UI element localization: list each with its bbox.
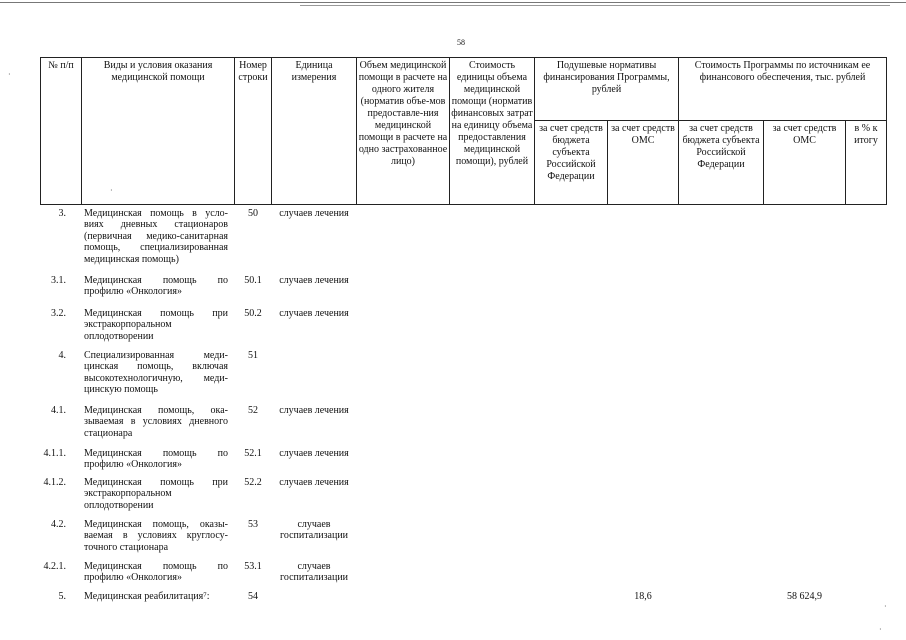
header-volume: Объем медицинской помощи в расчете на одного жителя (норматив объе-мов предоставле-ния медицинской помощи в расчете на одно застрахованное лицо) xyxy=(356,57,450,205)
table-row-desc: Медицинская помощь, ока-зываемая в условиях дневного стационара xyxy=(84,405,228,439)
table-row-unit: случаев лечения xyxy=(279,208,349,219)
table-row-num: 4.1. xyxy=(51,405,66,416)
table-row-desc: Медицинская помощь по профилю «Онкология» xyxy=(84,448,228,471)
table-row-desc: Медицинская помощь при экстракорпоральном оплодотворении xyxy=(84,477,228,511)
table-row-unit: случаев лечения xyxy=(279,448,349,459)
top-scan-rule-secondary xyxy=(300,5,890,6)
table-row-desc: Медицинская помощь, оказы-ваемая в условиях круглосу-точного стационара xyxy=(84,519,228,553)
header-num: № п/п xyxy=(40,57,82,205)
table-row-code: 52.1 xyxy=(244,448,262,459)
header-row-number: Номер строки xyxy=(234,57,272,205)
table-row-num: 4.1.1. xyxy=(43,448,66,459)
table-row-desc: Медицинская помощь по профилю «Онкология» xyxy=(84,561,228,584)
table-row-code: 53.1 xyxy=(244,561,262,572)
table-row-num: 3. xyxy=(58,208,66,219)
header-type: Виды и условия оказания медицинской помощи xyxy=(81,57,235,205)
table-row-num: 4.2.1. xyxy=(43,561,66,572)
table-row-unit: случаев лечения xyxy=(279,308,349,319)
table-row-num: 3.1. xyxy=(51,275,66,286)
scan-speck: · xyxy=(110,186,113,195)
header-unit: Единица измерения xyxy=(271,57,357,205)
table-row-unit: случаев лечения xyxy=(279,477,349,488)
header-src-pct: в % к итогу xyxy=(845,120,887,205)
header-norms-oms: за счет средств ОМС xyxy=(607,120,679,205)
table-row-desc: Специализированная меди-цинская помощь, включая высокотехнологичную, меди-цинскую помощь xyxy=(84,350,228,396)
table-row-norm-oms: 18,6 xyxy=(634,591,652,602)
table-row-code: 52 xyxy=(248,405,258,416)
table-row-desc: Медицинская помощь по профилю «Онкология» xyxy=(84,275,228,298)
table-row-code: 52.2 xyxy=(244,477,262,488)
table-row-unit: случаев лечения xyxy=(279,275,349,286)
table-row-desc: Медицинская помощь в усло-виях дневных стационаров (первичная медико-санитарная помощь, специализированная медицинская помощь) xyxy=(84,208,228,265)
table-row-unit: случаев госпитализации xyxy=(279,519,349,542)
table-row-unit: случаев лечения xyxy=(279,405,349,416)
header-norms-budget: за счет средств бюджета субъекта Российской Федерации xyxy=(534,120,608,205)
table-row-unit: случаев госпитализации xyxy=(279,561,349,584)
header-src-budget: за счет средств бюджета субъекта Российской Федерации xyxy=(678,120,764,205)
header-group-sources: Стоимость Программы по источникам ее финансового обеспечения, тыс. рублей xyxy=(678,57,887,121)
scan-speck: · xyxy=(879,625,882,634)
table-row-code: 50.2 xyxy=(244,308,262,319)
table-row-num: 4.1.2. xyxy=(43,477,66,488)
header-group-norms: Подушевые нормативы финансирования Программы, рублей xyxy=(534,57,679,121)
table-row-code: 50.1 xyxy=(244,275,262,286)
header-cost: Стоимость единицы объема медицинской помощи (норматив финансовых затрат на единицу объема предоставления медицинской помощи), рублей xyxy=(449,57,535,205)
scan-speck: · xyxy=(8,70,11,79)
table-row-code: 51 xyxy=(248,350,258,361)
table-row-code: 54 xyxy=(248,591,258,602)
header-src-oms: за счет средств ОМС xyxy=(763,120,846,205)
table-row-code: 53 xyxy=(248,519,258,530)
table-row-desc: Медицинская реабилитация⁷: xyxy=(84,591,210,602)
page-number: 58 xyxy=(457,38,465,47)
table-row-src-oms: 58 624,9 xyxy=(787,591,822,602)
table-row-num: 5. xyxy=(58,591,66,602)
table-row-num: 4. xyxy=(58,350,66,361)
scan-speck: · xyxy=(884,602,887,611)
table-row-num: 3.2. xyxy=(51,308,66,319)
table-row-desc: Медицинская помощь при экстракорпоральном оплодотворении xyxy=(84,308,228,342)
table-row-num: 4.2. xyxy=(51,519,66,530)
table-row-code: 50 xyxy=(248,208,258,219)
top-scan-rule xyxy=(0,2,906,3)
